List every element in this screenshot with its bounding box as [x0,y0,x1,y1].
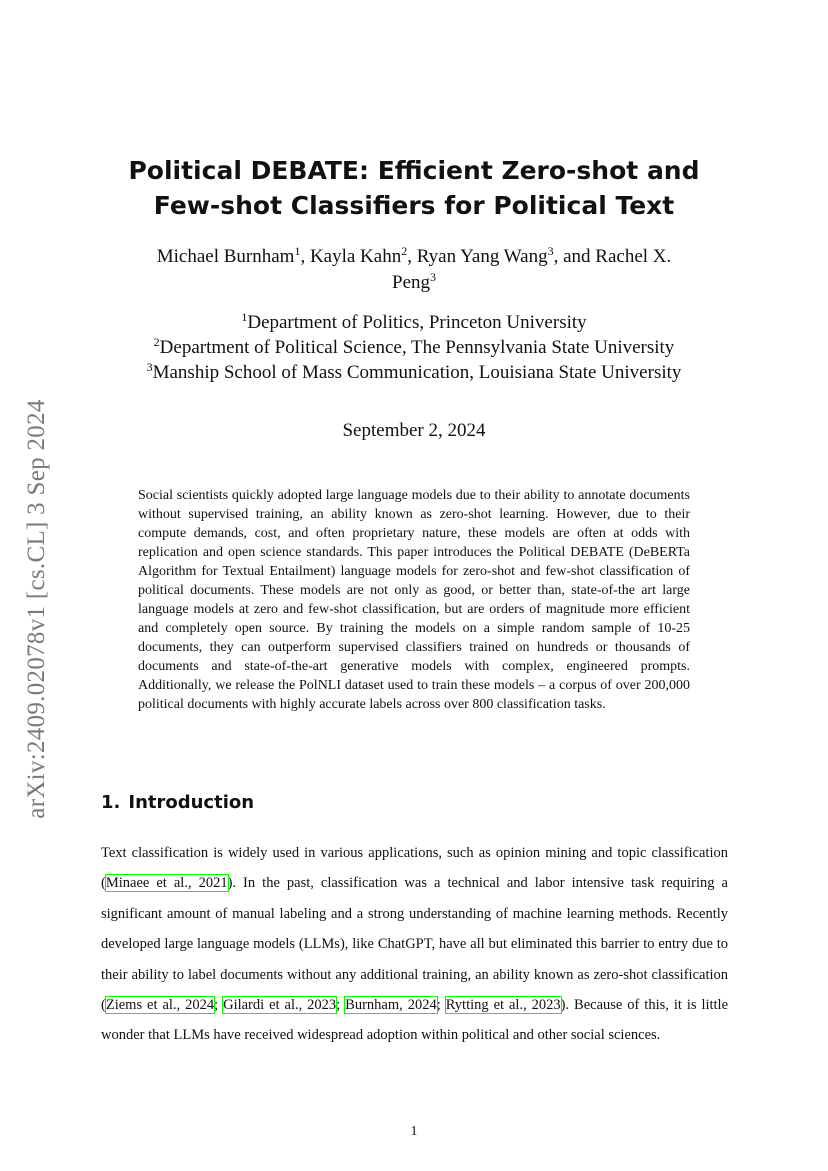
citation-link-rytting[interactable]: Rytting et al., 2023 [445,997,561,1014]
author-4-affil: 3 [430,270,436,284]
arxiv-identifier: arXiv:2409.02078v1 [cs.CL] 3 Sep 2024 [23,399,50,819]
affiliation-2 [90,335,738,360]
author-list: Michael Burnham$^1$, Kayla Kahn$^2$, Ryan Yang Wang$^3$, and Rachel X. Peng$^3$ [156,244,672,293]
author-2-affil: 2 [401,244,408,258]
affiliation-1 [90,310,738,335]
citation-separator-2: ; [336,997,346,1014]
author-3-affil: 3 [547,244,554,258]
citation-link-burnham[interactable]: Burnham, 2024 [345,997,437,1014]
citation-separator-1: ; [214,997,224,1014]
author-4-first: and Rachel X. [563,246,672,267]
affiliation-1-marker: 1 [241,310,248,324]
affiliation-list [90,310,738,385]
section-title: Introduction [128,792,255,813]
affiliation-3 [90,360,738,385]
citation-separator-3: ; [436,997,446,1014]
affiliation-3-text: Manship School of Mass Communication, Louisiana State University [152,362,682,383]
citation-link-ziems[interactable]: Ziems et al., 2024 [105,997,215,1014]
affiliation-3-marker: 3 [146,360,153,374]
paper-title [90,153,738,223]
author-3: Ryan Yang Wang [416,246,548,267]
author-4-last: Peng [392,272,430,293]
affiliation-2-marker: 2 [153,335,160,349]
affiliation-2-text: Department of Political Science, The Pennsylvania State University [159,337,675,358]
affiliation-1-text: Department of Politics, Princeton University [247,312,587,333]
intro-text-3: ). Because of this, it is little wonder that LLMs have received widespread adoption within political and other social sciences. [101,997,729,1044]
section-number: 1. [101,792,121,813]
abstract: Social scientists quickly adopted large language models due to their ability to annotate documents without supervised training, an ability known as zero-shot learning. However, due to their compute demands, cost, and often proprietary nature, these models are often at odds with replication and open science standards. This paper introduces the Political DEBATE (DeBERTa Algorithm for Textual Entailment) language models for zero-shot and few-shot classification of political documents. These models are not only as good, or better than, state-of-the art large language models at zero and few-shot classification, but are orders of magnitude more efficient and completely open source. By training the models on a simple random sample of 10-25 documents, they can outperform supervised classifiers trained on hundreds or thousands of documents and state-of-the-art generative models with complex, engineered prompts. Additionally, we release the PolNLI dataset used to train these models – a corpus of over 200,000 political documents with highly accurate labels across over 800 classification tasks. [138,488,690,712]
section-heading-introduction [101,791,254,815]
citation-link-gilardi[interactable]: Gilardi et al., 2023 [223,997,337,1014]
title-line-2: Few-shot Classifiers for Political Text [153,191,675,220]
intro-text-2: ). In the past, classification was a technical and labor intensive task requiring a significant amount of manual labeling and a strong understanding of machine learning methods. Recently developed large language models (LLMs), like ChatGPT, have all but eliminated this barrier to entry due to their ability to label documents without any additional training, an ability known as zero-shot classification ( [101,875,728,1014]
page-number: 1 [410,1124,418,1139]
arxiv-sidebar [22,374,52,844]
author-1-affil: 1 [294,244,301,258]
title-line-1: Political DEBATE: Efficient Zero-shot and [128,156,700,185]
citation-link-minaee[interactable]: Minaee et al., 2021 [105,875,228,892]
intro-text-1: Text classification is widely used in various applications, such as opinion mining and topic classification ( [101,845,728,892]
publication-date: September 2, 2024 [342,420,486,441]
author-2: Kayla Kahn [309,246,402,267]
introduction-paragraph [101,838,728,1051]
author-1: Michael Burnham [156,246,295,267]
